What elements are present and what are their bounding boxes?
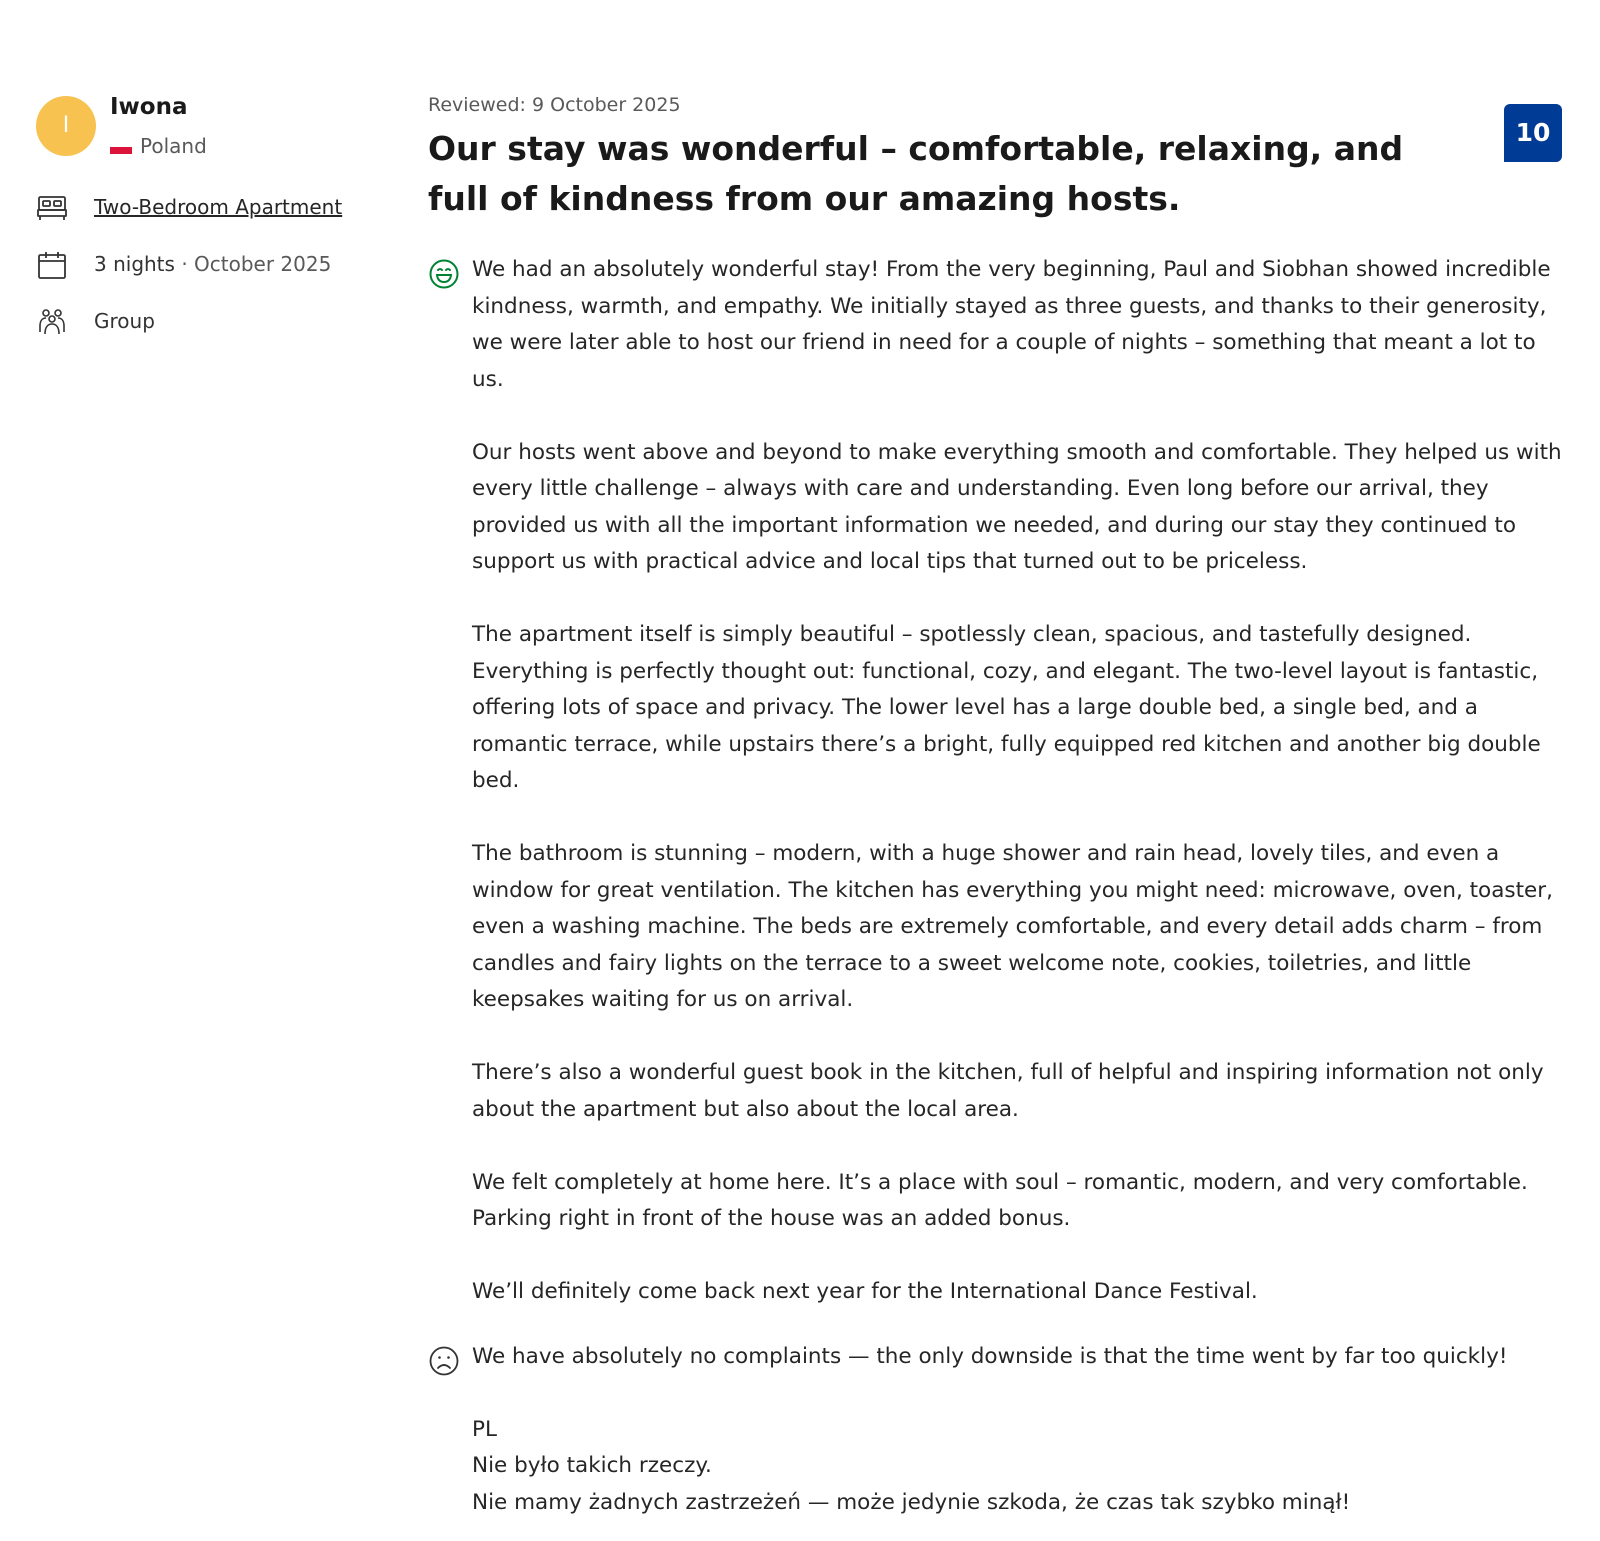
negative-translation [472, 1412, 1568, 1522]
poland-flag-icon [110, 140, 132, 154]
group-people-icon [36, 306, 68, 338]
positive-comment [428, 252, 1568, 1311]
positive-paragraph-2: Our hosts went above and beyond to make everything smooth and comfortable. They helped us with every little challenge – always with care and understanding. Even long before our arrival, they provided us with all the important information we needed, and during our stay they continued to support us with practical advice and local tips that turned out to be priceless. [472, 439, 1562, 574]
stay-duration-row [36, 249, 396, 283]
room-type-link[interactable]: Two-Bedroom Apartment [94, 195, 343, 219]
stay-month: October 2025 [194, 252, 332, 276]
positive-paragraph-4: The bathroom is stunning – modern, with a huge shower and rain head, lovely tiles, and even a window for great ventilation. The kitchen has everything you might need: microwave, oven, toaster, even a washing machine. The beds are extremely comfortable, and every detail adds charm – from candles and fairy lights on the terrace to a sweet welcome note, cookies, toiletries, and little keepsakes waiting for us on arrival. [472, 841, 1553, 1012]
country-name: Poland [140, 134, 207, 158]
language-label: PL [472, 1416, 497, 1442]
positive-paragraph-5: There’s also a wonderful guest book in the kitchen, full of helpful and inspiring information not only about the apartment but also about the local area. [472, 1060, 1544, 1122]
negative-paragraph: We have absolutely no complaints — the only downside is that the time went by far too quickly! [472, 1343, 1508, 1369]
stay-duration [94, 252, 331, 276]
reviewer-info [36, 92, 396, 164]
translation-line-2: Nie mamy żadnych zastrzeżeń — może jedynie szkoda, że czas tak szybko minął! [472, 1489, 1351, 1515]
separator-dot: · [181, 252, 188, 276]
positive-paragraph-3: The apartment itself is simply beautiful – spotlessly clean, spacious, and tastefully designed. Everything is perfectly thought out: functional, cozy, and elegant. The two-level layout is fantastic, offering lots of space and privacy. The lower level has a large double bed, a single bed, and a romantic terrace, while upstairs there’s a bright, fully equipped red kitchen and another big double bed. [472, 622, 1541, 793]
review-date: Reviewed: 9 October 2025 [428, 94, 681, 116]
score-badge: 10 [1504, 104, 1562, 162]
avatar: I [36, 96, 96, 156]
room-type-row [36, 192, 396, 226]
positive-paragraph-1: We had an absolutely wonderful stay! From the very beginning, Paul and Siobhan showed incredible kindness, warmth, and empathy. We initially stayed as three guests, and thanks to their generosity, we were later able to host our friend in need for a couple of nights – something that meant a lot to us. [472, 257, 1551, 392]
positive-paragraph-7: We’ll definitely come back next year for the International Dance Festival. [472, 1279, 1258, 1304]
bed-icon [36, 192, 68, 224]
calendar-icon [36, 249, 68, 281]
smiley-face-icon [428, 258, 460, 290]
reviewer-name: Iwona [110, 94, 188, 120]
negative-comment [428, 1339, 1568, 1522]
reviewer-sidebar [36, 92, 396, 333]
translation-line-1: Nie było takich rzeczy. [472, 1453, 712, 1478]
sad-face-icon [428, 1345, 460, 1377]
review-title: Our stay was wonderful – comfortable, relaxing, and full of kindness from our amazing hosts. [428, 129, 1404, 218]
traveler-type-row [36, 306, 396, 340]
nights-count: 3 nights [94, 252, 175, 276]
positive-paragraph-6: We felt completely at home here. It’s a place with soul – romantic, modern, and very comfortable. Parking right in front of the house was an added bonus. [472, 1169, 1528, 1231]
review-content [428, 92, 1568, 1521]
traveler-type: Group [94, 309, 155, 333]
reviewer-country [110, 134, 207, 158]
